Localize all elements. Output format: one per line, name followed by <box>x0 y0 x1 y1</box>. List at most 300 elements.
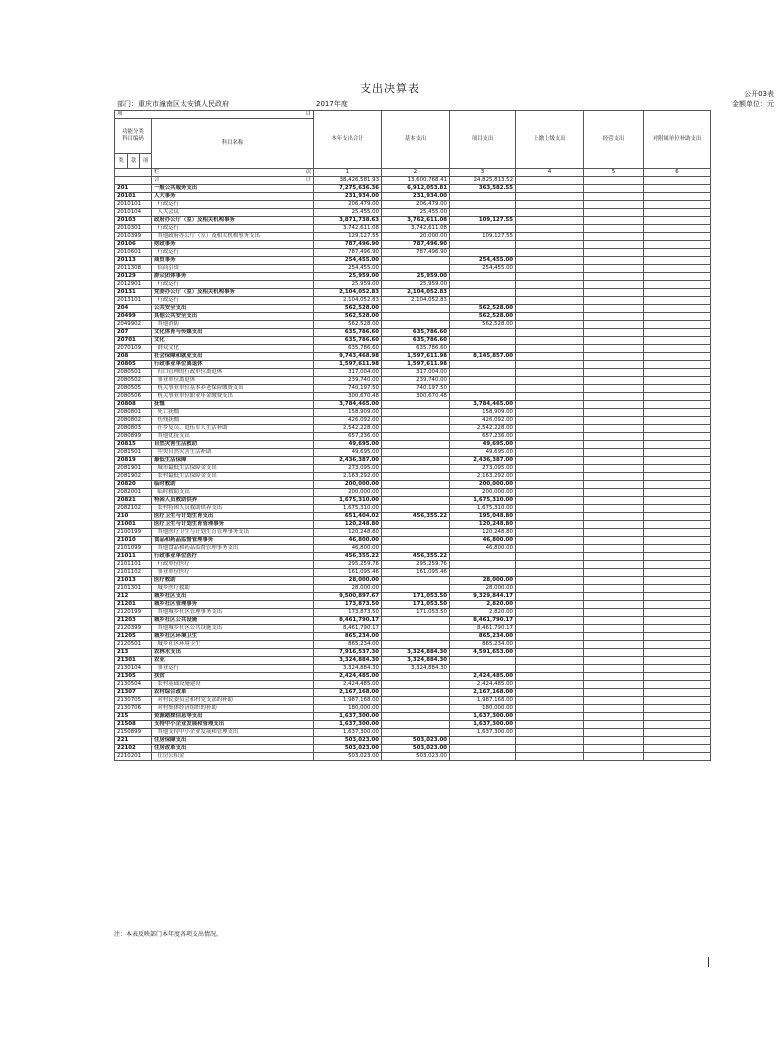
row-value <box>516 305 584 313</box>
expenditure-table <box>114 110 711 761</box>
table-row <box>115 369 711 377</box>
row-value: 2,104,052.83 <box>314 297 382 305</box>
row-code: 201 <box>115 185 152 193</box>
row-value <box>516 409 584 417</box>
row-value: 1,597,611.98 <box>314 361 382 369</box>
row-value <box>644 633 711 641</box>
col-header-upper: 上缴上级支出 <box>516 111 584 169</box>
row-value <box>644 681 711 689</box>
row-value <box>584 281 644 289</box>
header-kuan: 款 <box>128 154 140 169</box>
row-value: 2,542,228.00 <box>450 425 516 433</box>
row-code: 2081902 <box>115 473 152 481</box>
row-value <box>382 457 450 465</box>
row-value <box>644 753 711 761</box>
department-label: 部门：重庆市潼南区太安镇人民政府 <box>117 100 229 108</box>
row-value <box>644 305 711 313</box>
row-value <box>584 561 644 569</box>
row-value <box>584 737 644 745</box>
row-value: 317,004.00 <box>314 369 382 377</box>
row-value <box>584 497 644 505</box>
row-value <box>584 673 644 681</box>
row-value <box>584 593 644 601</box>
row-value <box>644 649 711 657</box>
row-value <box>516 345 584 353</box>
row-value: 2,424,485.00 <box>450 681 516 689</box>
row-value: 1,637,300.00 <box>314 721 382 729</box>
row-value <box>584 297 644 305</box>
row-code: 207 <box>115 329 152 337</box>
row-value <box>516 401 584 409</box>
row-value <box>644 553 711 561</box>
table-row <box>115 457 711 465</box>
row-value: 1,637,300.00 <box>450 713 516 721</box>
row-value: 25,959.00 <box>314 281 382 289</box>
row-value: 3,324,884.30 <box>382 649 450 657</box>
row-code: 2130705 <box>115 697 152 705</box>
row-value: 2,167,168.00 <box>450 689 516 697</box>
row-value <box>644 561 711 569</box>
row-value <box>644 665 711 673</box>
row-value: 426,092.00 <box>450 417 516 425</box>
row-name: 医疗卫生与计划生育管理事务 <box>152 521 314 529</box>
row-value <box>382 721 450 729</box>
row-value: 2,436,387.00 <box>314 457 382 465</box>
header-lei: 类 <box>115 154 128 169</box>
table-row <box>115 585 711 593</box>
row-code: 2011308 <box>115 265 152 273</box>
row-value <box>382 697 450 705</box>
row-value <box>644 241 711 249</box>
row-value <box>516 201 584 209</box>
row-name: 其他城乡社区管理事务支出 <box>152 609 314 617</box>
row-value: 200,000.00 <box>450 489 516 497</box>
row-value <box>584 345 644 353</box>
row-value: 295,259.76 <box>314 561 382 569</box>
row-value <box>644 425 711 433</box>
table-row <box>115 417 711 425</box>
row-name: 农村特困人员救助供养支出 <box>152 505 314 513</box>
row-code: 20129 <box>115 273 152 281</box>
row-name: 行政运行 <box>152 281 314 289</box>
row-value <box>584 449 644 457</box>
header-mu: 目 <box>305 111 311 118</box>
row-value: 635,786.60 <box>382 329 450 337</box>
row-code: 20815 <box>115 441 152 449</box>
total-label-2: 计 <box>305 177 311 184</box>
row-value <box>516 521 584 529</box>
row-value <box>584 729 644 737</box>
row-value <box>382 577 450 585</box>
row-name: 行政运行 <box>152 201 314 209</box>
row-value <box>584 185 644 193</box>
row-value <box>450 337 516 345</box>
row-value <box>584 721 644 729</box>
row-value <box>584 537 644 545</box>
row-value: 1,675,310.00 <box>450 497 516 505</box>
row-value: 254,455.00 <box>314 265 382 273</box>
row-value <box>644 465 711 473</box>
row-name: 其他消防 <box>152 321 314 329</box>
row-value <box>516 633 584 641</box>
row-name: 其他政府办公厅（室）及相关机构事务支出 <box>152 233 314 241</box>
row-value <box>584 633 644 641</box>
row-value: 503,023.00 <box>314 737 382 745</box>
row-value <box>584 329 644 337</box>
table-row <box>115 537 711 545</box>
row-name: 事业单位医疗 <box>152 569 314 577</box>
row-value <box>644 641 711 649</box>
row-value <box>382 425 450 433</box>
row-name: 扶贫 <box>152 673 314 681</box>
row-value <box>516 513 584 521</box>
table-row <box>115 433 711 441</box>
row-value: 2,424,485.00 <box>450 673 516 681</box>
table-row <box>115 289 711 297</box>
row-code: 2049902 <box>115 321 152 329</box>
row-code: 2130504 <box>115 681 152 689</box>
row-value: 2,436,387.00 <box>450 457 516 465</box>
row-name: 其他优抚支出 <box>152 433 314 441</box>
row-value: 562,528.00 <box>450 313 516 321</box>
row-value <box>644 593 711 601</box>
row-name: 农业 <box>152 657 314 665</box>
row-value <box>584 569 644 577</box>
row-value: 865,234.00 <box>450 641 516 649</box>
row-value <box>644 457 711 465</box>
row-value <box>644 297 711 305</box>
row-code: 2010101 <box>115 201 152 209</box>
table-row <box>115 745 711 753</box>
row-value: 254,455.00 <box>314 257 382 265</box>
col-num: 1 <box>314 169 382 177</box>
row-code: 2080899 <box>115 433 152 441</box>
row-value <box>516 329 584 337</box>
row-code: 2070109 <box>115 345 152 353</box>
row-value: 3,784,465.00 <box>450 401 516 409</box>
row-name: 抚恤 <box>152 401 314 409</box>
row-value <box>516 473 584 481</box>
row-value <box>584 225 644 233</box>
row-value <box>516 289 584 297</box>
row-name: 商贸事务 <box>152 257 314 265</box>
row-value <box>584 753 644 761</box>
row-value <box>516 449 584 457</box>
row-value: 4,591,653.00 <box>450 649 516 657</box>
row-value <box>450 561 516 569</box>
row-value <box>644 441 711 449</box>
row-value: 865,234.00 <box>450 633 516 641</box>
row-value <box>516 249 584 257</box>
row-name: 农村基础设施建设 <box>152 681 314 689</box>
table-row <box>115 625 711 633</box>
row-value <box>584 233 644 241</box>
table-row <box>115 553 711 561</box>
row-name: 其他食品和药品监督管理事务支出 <box>152 545 314 553</box>
row-value <box>584 641 644 649</box>
row-code: 20701 <box>115 337 152 345</box>
row-value: 239,740.00 <box>314 377 382 385</box>
col-header-business: 经营支出 <box>584 111 644 169</box>
row-value: 3,324,884.30 <box>382 657 450 665</box>
row-value: 3,784,465.00 <box>314 401 382 409</box>
row-value: 2,820.00 <box>450 609 516 617</box>
row-value <box>516 601 584 609</box>
row-value: 1,987,168.00 <box>450 697 516 705</box>
row-name: 城乡社区公共设施 <box>152 617 314 625</box>
row-code: 215 <box>115 713 152 721</box>
row-value: 562,528.00 <box>314 313 382 321</box>
row-value <box>382 729 450 737</box>
row-name: 一般公共服务支出 <box>152 185 314 193</box>
row-value: 635,786.60 <box>382 345 450 353</box>
row-value <box>382 713 450 721</box>
row-value <box>516 377 584 385</box>
row-value <box>644 249 711 257</box>
row-value: 503,023.00 <box>314 745 382 753</box>
row-value <box>382 537 450 545</box>
col-num: 6 <box>644 169 711 177</box>
row-value <box>584 465 644 473</box>
row-value <box>584 657 644 665</box>
table-row <box>115 561 711 569</box>
row-value: 120,248.80 <box>314 529 382 537</box>
row-value <box>382 489 450 497</box>
row-value <box>644 233 711 241</box>
row-code: 22102 <box>115 745 152 753</box>
row-value <box>516 649 584 657</box>
row-value <box>516 225 584 233</box>
row-value <box>644 657 711 665</box>
row-value <box>644 345 711 353</box>
row-value <box>584 433 644 441</box>
row-value <box>516 385 584 393</box>
table-row <box>115 225 711 233</box>
row-code: 2101099 <box>115 545 152 553</box>
row-value: 7,275,636.36 <box>314 185 382 193</box>
row-code: 20113 <box>115 257 152 265</box>
row-code: 2100199 <box>115 529 152 537</box>
row-value: 1,675,310.00 <box>314 497 382 505</box>
row-value <box>584 681 644 689</box>
table-row <box>115 681 711 689</box>
row-value <box>516 369 584 377</box>
row-code: 2080803 <box>115 425 152 433</box>
row-code: 208 <box>115 353 152 361</box>
row-name: 住房改革支出 <box>152 745 314 753</box>
row-value <box>382 313 450 321</box>
row-value <box>584 265 644 273</box>
row-value <box>584 385 644 393</box>
row-value <box>450 753 516 761</box>
row-value: 456,355.22 <box>382 513 450 521</box>
row-value <box>382 529 450 537</box>
row-value <box>450 193 516 201</box>
row-code: 2120501 <box>115 641 152 649</box>
row-value <box>584 705 644 713</box>
row-value <box>516 505 584 513</box>
row-value <box>516 281 584 289</box>
row-value <box>644 601 711 609</box>
table-row <box>115 449 711 457</box>
table-row <box>115 313 711 321</box>
row-code: 20101 <box>115 193 152 201</box>
row-value <box>382 497 450 505</box>
row-value <box>450 345 516 353</box>
row-code: 2081901 <box>115 465 152 473</box>
row-value: 28,000.00 <box>450 577 516 585</box>
unit-label: 金额单位：元 <box>732 100 774 108</box>
row-value: 2,424,485.00 <box>314 673 382 681</box>
row-code: 21011 <box>115 553 152 561</box>
row-name: 公共安全支出 <box>152 305 314 313</box>
row-value <box>516 609 584 617</box>
row-value <box>644 729 711 737</box>
row-value <box>584 193 644 201</box>
row-value: 173,873.50 <box>314 601 382 609</box>
row-name: 在乡复员、退伍军人生活补助 <box>152 425 314 433</box>
table-row <box>115 521 711 529</box>
row-value <box>516 561 584 569</box>
row-value <box>584 409 644 417</box>
row-value <box>382 473 450 481</box>
row-value <box>382 633 450 641</box>
row-value <box>516 713 584 721</box>
row-value: 651,404.02 <box>314 513 382 521</box>
row-value <box>584 353 644 361</box>
row-value: 2,424,485.00 <box>314 681 382 689</box>
row-value <box>516 425 584 433</box>
row-name: 住房公积金 <box>152 753 314 761</box>
row-value: 740,197.50 <box>382 385 450 393</box>
row-value: 562,528.00 <box>450 321 516 329</box>
row-value: 865,234.00 <box>314 633 382 641</box>
table-row <box>115 601 711 609</box>
row-code: 21010 <box>115 537 152 545</box>
row-value <box>584 545 644 553</box>
col-header-subsidy: 对附属单位补助支出 <box>644 111 711 169</box>
row-value <box>584 249 644 257</box>
row-value <box>644 417 711 425</box>
row-name: 临时救助 <box>152 481 314 489</box>
row-value: 8,461,790.17 <box>450 625 516 633</box>
row-value <box>450 385 516 393</box>
row-code: 20819 <box>115 457 152 465</box>
row-value <box>516 273 584 281</box>
row-value <box>584 313 644 321</box>
row-value: 562,528.00 <box>314 321 382 329</box>
row-value: 1,637,300.00 <box>314 729 382 737</box>
row-name: 事业运行 <box>152 665 314 673</box>
row-value: 503,023.00 <box>382 753 450 761</box>
row-code: 204 <box>115 305 152 313</box>
row-value: 46,800.00 <box>314 537 382 545</box>
table-row <box>115 409 711 417</box>
total-value <box>584 177 644 185</box>
header-xiang2: 项 <box>140 154 152 169</box>
col-header-total: 本年支出合计 <box>314 111 382 169</box>
row-value: 635,786.60 <box>314 345 382 353</box>
row-value: 200,000.00 <box>314 489 382 497</box>
row-value: 657,236.00 <box>450 433 516 441</box>
row-code: 2130104 <box>115 665 152 673</box>
row-value: 1,675,310.00 <box>450 505 516 513</box>
row-value <box>644 393 711 401</box>
row-value <box>382 321 450 329</box>
row-value: 28,000.00 <box>314 577 382 585</box>
row-value <box>382 257 450 265</box>
row-value <box>584 393 644 401</box>
row-value <box>644 281 711 289</box>
row-name: 城乡社区支出 <box>152 593 314 601</box>
row-value: 25,959.00 <box>382 281 450 289</box>
row-code: 2082102 <box>115 505 152 513</box>
row-value <box>450 241 516 249</box>
row-value: 456,355.22 <box>314 553 382 561</box>
row-code: 21508 <box>115 721 152 729</box>
row-value: 8,461,790.17 <box>314 625 382 633</box>
row-value: 787,496.90 <box>382 241 450 249</box>
row-code: 2120399 <box>115 625 152 633</box>
row-value: 49,695.00 <box>450 441 516 449</box>
row-value: 787,496.90 <box>382 249 450 257</box>
row-value: 49,695.00 <box>314 441 382 449</box>
row-name: 行政事业单位医疗 <box>152 553 314 561</box>
row-value <box>450 377 516 385</box>
row-value <box>516 265 584 273</box>
table-body <box>115 169 711 761</box>
col-header-basic: 基本支出 <box>382 111 450 169</box>
row-name: 农村最低生活保障金支出 <box>152 473 314 481</box>
row-value <box>584 473 644 481</box>
row-value: 46,800.00 <box>450 537 516 545</box>
row-code: 20820 <box>115 481 152 489</box>
row-value: 25,455.00 <box>314 209 382 217</box>
row-value: 254,455.00 <box>450 265 516 273</box>
row-value <box>584 697 644 705</box>
row-value: 2,104,052.83 <box>314 289 382 297</box>
lan-label: 栏 <box>154 169 160 176</box>
table-row <box>115 233 711 241</box>
row-value: 20,000.00 <box>382 233 450 241</box>
total-value: 38,426,581.93 <box>314 177 382 185</box>
row-code: 21013 <box>115 577 152 585</box>
table-row <box>115 273 711 281</box>
row-name: 城乡社区环境卫生 <box>152 641 314 649</box>
row-value <box>644 689 711 697</box>
row-code: 2010104 <box>115 209 152 217</box>
table-row <box>115 697 711 705</box>
row-value <box>584 209 644 217</box>
row-code: 20103 <box>115 217 152 225</box>
row-value: 300,670.48 <box>382 393 450 401</box>
row-value <box>382 417 450 425</box>
row-code: 2010301 <box>115 225 152 233</box>
row-code: 2080506 <box>115 393 152 401</box>
row-value <box>584 361 644 369</box>
row-value: 3,871,738.63 <box>314 217 382 225</box>
row-code: 2210201 <box>115 753 152 761</box>
table-row <box>115 321 711 329</box>
row-value <box>584 577 644 585</box>
row-value <box>382 433 450 441</box>
row-value <box>450 393 516 401</box>
row-value <box>450 281 516 289</box>
row-value <box>516 729 584 737</box>
row-code: 2101301 <box>115 585 152 593</box>
table-row <box>115 689 711 697</box>
table-row <box>115 401 711 409</box>
